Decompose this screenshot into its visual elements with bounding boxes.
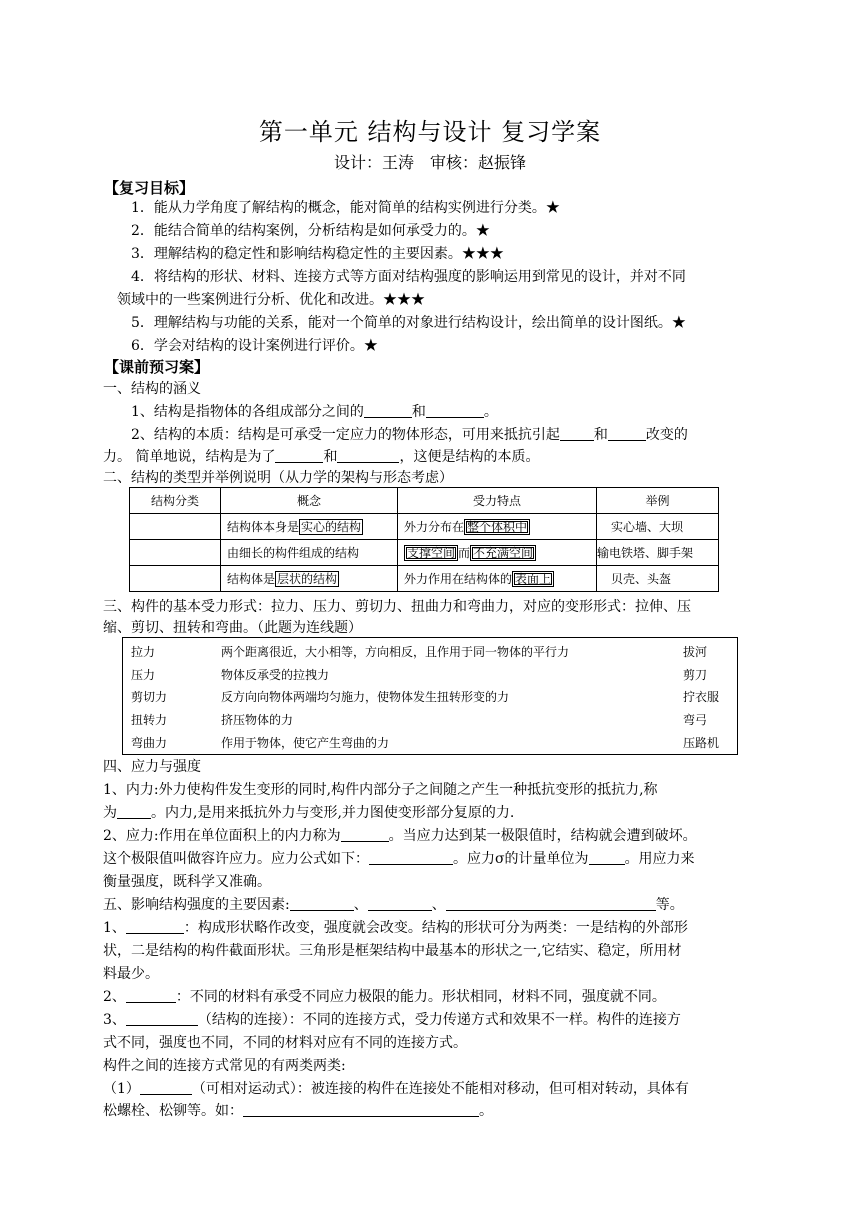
- goal-item: 领域中的一些案例进行分析、优化和改进。★★★: [117, 292, 425, 308]
- section-3-line-2: 缩、剪切、扭转和弯曲。（此题为连线题）: [103, 620, 362, 636]
- boxed-answer: 不充满空间: [470, 545, 536, 561]
- section-4-line-5: 衡量强度，既科学又准确。: [103, 874, 271, 890]
- section-5-line-6: 3、 （结构的连接）：不同的连接方式，受力传递方式和效果不一样。构件的连接方: [103, 1012, 681, 1028]
- table-header: 结构分类: [130, 488, 221, 514]
- blank-field: [126, 919, 184, 934]
- blank-field: [560, 426, 594, 441]
- boxed-answer: 实心的结构: [301, 520, 362, 534]
- page-title: 第一单元 结构与设计 复习学案: [258, 118, 602, 146]
- byline: 设计：王涛 审核：赵振锋: [333, 153, 526, 172]
- section-4-line-3: 2、应力:作用在单位面积上的内力称为 。当应力达到某一极限值时，结构就会遭到破坏。: [103, 828, 697, 844]
- blank-field: [426, 403, 484, 418]
- table-row: [130, 566, 719, 592]
- section-5-line-1: 五、影响结构强度的主要因素: 、 、 等。: [103, 897, 684, 913]
- blank-field: [369, 850, 453, 865]
- structure-types-table: [129, 487, 719, 592]
- blank-field: [117, 804, 151, 819]
- boxed-answer: 支撑空间: [404, 545, 458, 561]
- section-5-line-2: 1、 ：构成形状略作改变，强度就会改变。结构的形状可分为两类：一是结构的外部形: [103, 920, 688, 936]
- section-4-title: 四、应力与强度: [103, 759, 201, 775]
- boxed-answer: 表面上: [512, 571, 554, 587]
- list-item: 剪切力 反方向向物体两端均匀施力，使物体发生扭转形变的力 拧衣服: [131, 690, 720, 704]
- blank-field: [608, 426, 646, 441]
- goal-item: 3．理解结构的稳定性和影响结构稳定性的主要因素。★★★: [131, 246, 504, 262]
- section-4-line-2: 为 。内力,是用来抵抗外力与变形,并力图使变形部分复原的力.: [103, 805, 515, 821]
- blank-field: [243, 1102, 479, 1117]
- section-5-line-10: 松螺栓、松铆等。如： 。: [103, 1103, 493, 1119]
- table-cell: 结构体是 层状的结构: [221, 566, 398, 592]
- boxed-answer: 整个体积中: [464, 519, 530, 535]
- blank-field: [341, 827, 389, 842]
- section-4-line-1: 1、内力:外力使构件发生变形的同时,构件内部分子之间随之产生一种抵抗变形的抵抗力,称: [103, 782, 658, 798]
- blank-field: [589, 850, 625, 865]
- table-header: 概念: [221, 488, 398, 514]
- section-5-line-8: 构件之间的连接方式常见的有两类两类:: [103, 1058, 346, 1074]
- section-5-line-4: 料最少。: [103, 966, 159, 982]
- goals-heading: 【复习目标】: [104, 179, 195, 197]
- blank-field: [368, 896, 432, 911]
- section-1-line-3: 力。 简单地说，结构是为了 和 ，这便是结构的本质。: [103, 449, 540, 465]
- goal-item: 4．将结构的形状、材料、连接方式等方面对结构强度的影响运用到常见的设计，并对不同: [131, 269, 686, 285]
- section-4-line-4: 这个极限值叫做容许应力。应力公式如下： 。应力σ的计量单位为 。用应力来: [103, 851, 695, 867]
- section-5-line-9: （1） （可相对运动式）：被连接的构件在连接处不能相对移动，但可相对转动，具体有: [103, 1081, 689, 1097]
- goal-item: 2．能结合简单的结构案例，分析结构是如何承受力的。★: [131, 223, 490, 239]
- table-cell: 实心墙、大坝: [597, 514, 719, 540]
- goal-item: 5．理解结构与功能的关系，能对一个简单的对象进行结构设计，绘出简单的设计图纸。★: [131, 315, 686, 331]
- boxed-answer: 层状的结构: [277, 572, 338, 586]
- table-cell: [130, 514, 221, 540]
- blank-field: [446, 896, 656, 911]
- table-cell: [130, 540, 221, 566]
- table-cell: 支撑空间 而 不充满空间: [398, 540, 597, 566]
- table-cell: 外力作用在结构体的 表面上: [398, 566, 597, 592]
- table-header: 举例: [597, 488, 719, 514]
- blank-field: [364, 403, 412, 418]
- table-cell: 由细长的构件组成的结构: [221, 540, 398, 566]
- table-cell: 结构体本身是 实心的结构: [221, 514, 398, 540]
- blank-field: [275, 448, 323, 463]
- force-matching-box: [122, 637, 738, 755]
- blank-field: [337, 448, 399, 463]
- list-item: 弯曲力 作用于物体，使它产生弯曲的力 压路机: [131, 736, 720, 750]
- table-header-row: [130, 488, 719, 514]
- blank-field: [126, 1011, 198, 1026]
- table-cell: 贝壳、头盔: [597, 566, 719, 592]
- table-cell: 外力分布在 整个体积中: [398, 514, 597, 540]
- section-5-line-3: 状，二是结构的构件截面形状。三角形是框架结构中最基本的形状之一,它结实、稳定，所用材: [103, 943, 682, 959]
- section-5-line-7: 式不同，强度也不同，不同的材料对应有不同的连接方式。: [103, 1035, 467, 1051]
- section-1-line-2: 2、结构的本质：结构是可承受一定应力的物体形态，可用来抵抗引起 和 改变的: [131, 427, 688, 443]
- section-3-line-1: 三、构件的基本受力形式：拉力、压力、剪切力、扭曲力和弯曲力，对应的变形形式：拉伸、压: [103, 599, 691, 615]
- goal-item: 1．能从力学角度了解结构的概念，能对简单的结构实例进行分类。★: [131, 200, 560, 216]
- list-item: 压力 物体反承受的拉拽力 剪刀: [131, 668, 708, 682]
- goal-item: 6．学会对结构的设计案例进行评价。★: [131, 338, 378, 354]
- blank-field: [140, 1080, 192, 1095]
- preview-heading: 【课前预习案】: [104, 358, 210, 376]
- list-item: 扭转力 挤压物体的力 弯弓: [131, 713, 708, 727]
- blank-field: [290, 896, 354, 911]
- table-row: [130, 514, 719, 540]
- table-row: [130, 540, 719, 566]
- section-5-line-5: 2、 ：不同的材料有承受不同应力极限的能力。形状相同，材料不同，强度就不同。: [103, 989, 666, 1005]
- table-cell: 输电铁塔、脚手架: [597, 540, 719, 566]
- section-2-title: 二、结构的类型并举例说明（从力学的架构与形态考虑）: [103, 470, 453, 486]
- table-header: 受力特点: [398, 488, 597, 514]
- table-cell: [130, 566, 221, 592]
- section-1-title: 一、结构的涵义: [103, 381, 201, 397]
- blank-field: [126, 988, 176, 1003]
- section-1-line-1: 1、结构是指物体的各组成部分之间的 和 。: [131, 404, 498, 420]
- list-item: 拉力 两个距离很近，大小相等，方向相反，且作用于同一物体的平行力 拔河: [131, 645, 708, 659]
